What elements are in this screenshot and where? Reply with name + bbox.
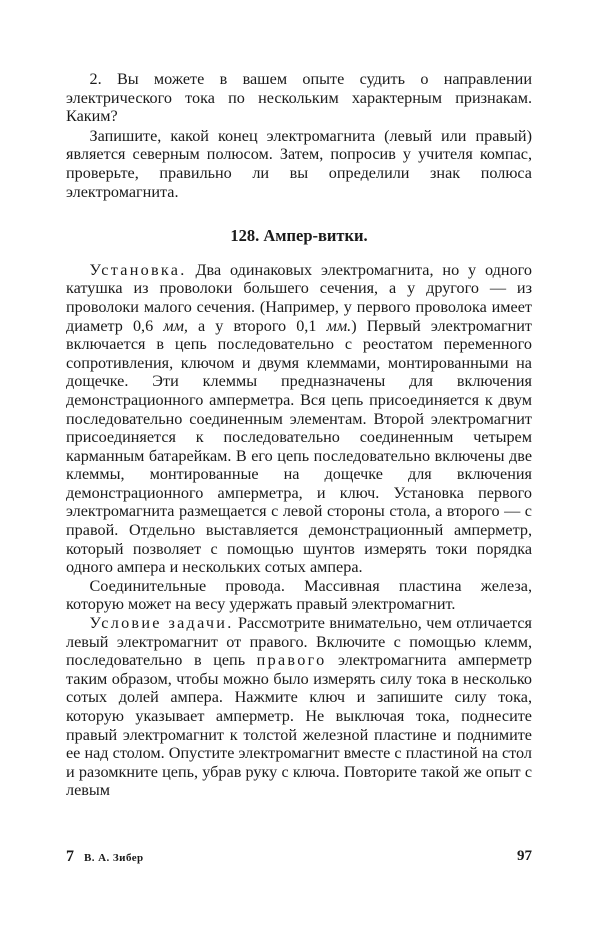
task-label: Условие задачи. xyxy=(89,614,234,633)
setup-text-1: Два одинаковых электромагнита, но у одного катушка из проволоки большего сечения, а у другого — из проволоки малого сечения. (Например, у первого проволока имеет диаметр 0,6 xyxy=(66,260,532,335)
section-heading: 128. Ампер-витки. xyxy=(230,226,368,246)
setup-text-2: а у второго 0,1 xyxy=(187,316,327,335)
page-body xyxy=(66,70,532,800)
task-text-1: Рассмотрите внимательно, чем отличается левый электромагнит от правого. Включите с помощью клемм, последовательно в цепь xyxy=(66,614,532,670)
paragraph-task xyxy=(66,614,532,800)
task-spaced-word: правого xyxy=(256,651,327,670)
setup-text-3: ) Первый электромагнит включается в цепь последовательно с реостатом переменного сопротивления, ключом и двумя клеммами, монтированными на дощечке. Эти клеммы предназначены для включения демонстрационного амперметра. Вся цепь присоединяется к двум последовательно соединенным элементам. Второй электромагнит присоединяется к последовательно соединенным четырем карманным батарейкам. В его цепь последовательно включены две клеммы, монтированные на дощечке для включения демонстрационного амперметра, и ключ. Установка первого электромагнита размещается с левой стороны стола, а второго — с правой. Отдельно выставляется демонстрационный амперметр, который позволяет с помощью шунтов измерять токи порядка одного ампера и нескольких сотых ампера. xyxy=(66,316,532,577)
signature-number: 7 xyxy=(66,848,74,865)
unit-mm-2: мм. xyxy=(326,316,352,335)
paragraph-write-down-pole: Запишите, какой конец электромагнита (левый или правый) является северным полюсом. Затем, попросив у учителя компас, проверьте, правильно ли вы определили знак полюса электромагнита. xyxy=(66,126,532,201)
task-text-2: электромагнита амперметр таким образом, чтобы можно было измерять силу тока в несколько сотых долей ампера. Нажмите ключ и запишите силу тока, которую указывает амперметр. Не выключая тока, поднесите правый электромагнит к толстой железной пластине и поднимите ее над столом. Опустите электромагнит вместе с пластиной на стол и разомкните цепь, убрав руку с ключа. Повторите такой же опыт с левым xyxy=(66,651,532,800)
printer-signature xyxy=(66,848,144,866)
paragraph-wires: Соединительные провода. Массивная пластина железа, которую может на весу удержать правый электромагнит. xyxy=(66,576,532,614)
paragraph-question-2: 2. Вы можете в вашем опыте судить о направлении электрического тока по нескольким характерным признакам. Каким? xyxy=(66,70,532,126)
paragraph-setup xyxy=(66,261,532,577)
unit-mm-1: мм, xyxy=(163,316,188,335)
page-number: 97 xyxy=(517,848,532,864)
setup-label: Установка. xyxy=(89,260,187,279)
signature-name: В. А. Зибер xyxy=(84,852,144,864)
